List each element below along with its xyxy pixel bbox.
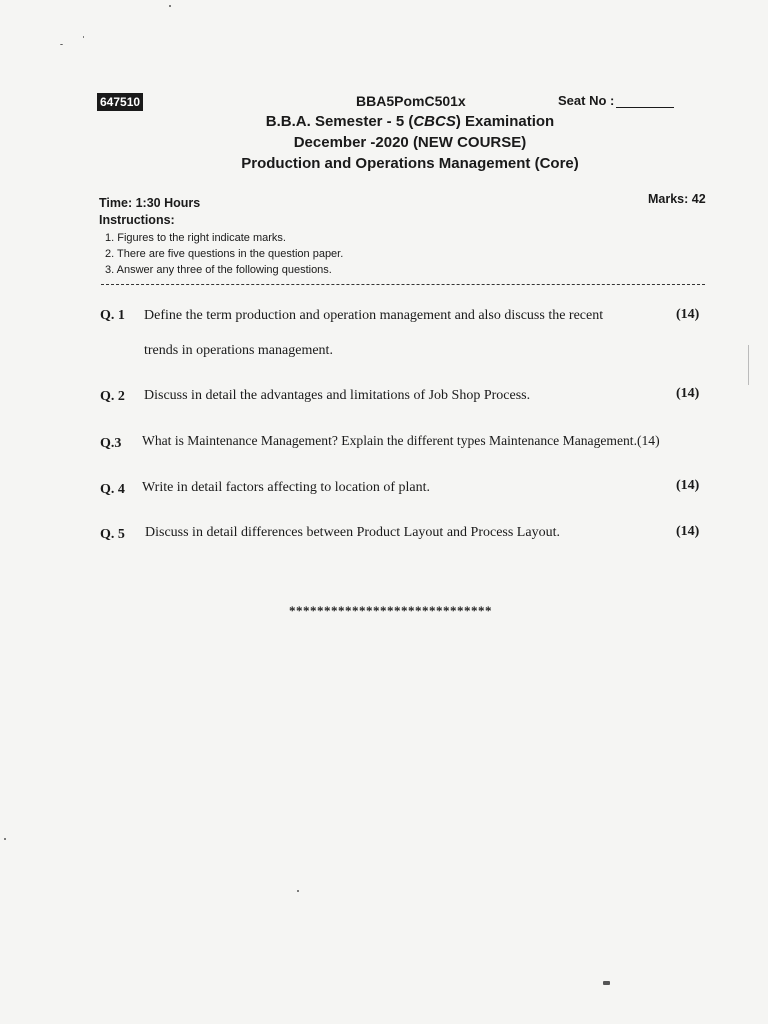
exam-title-scheme: CBCS	[413, 113, 456, 130]
question-number: Q. 2	[100, 389, 125, 404]
seat-number-field	[558, 93, 674, 108]
scan-speck	[169, 5, 171, 7]
exam-title-line	[0, 113, 768, 130]
scan-speck	[4, 838, 6, 840]
question-marks: (14)	[676, 478, 700, 493]
question-number: Q. 4	[100, 482, 125, 497]
instructions-list	[105, 230, 343, 278]
paper-code-badge: 647510	[97, 93, 143, 111]
exam-session: December -2020 (NEW COURSE)	[293, 134, 527, 151]
question-text: Discuss in detail the advantages and limitations of Job Shop Process.	[144, 388, 531, 403]
question-marks: (14)	[676, 386, 700, 401]
scan-speck	[603, 981, 610, 985]
exam-title-pre: B.B.A. Semester - 5 (	[265, 113, 414, 130]
scan-speck	[297, 890, 299, 892]
scan-speck	[60, 44, 63, 45]
question-number: Q.3	[100, 436, 122, 451]
end-of-paper-stars: *****************************	[289, 603, 492, 618]
question-marks: (14)	[676, 307, 700, 322]
question-text: What is Maintenance Management? Explain the different types Maintenance Management.(14)	[142, 433, 660, 448]
subject-title: Production and Operations Management (Core)	[241, 155, 579, 172]
question-text-continued: trends in operations management.	[144, 343, 333, 358]
question-text: Define the term production and operation management and also discuss the recent	[144, 308, 604, 323]
instruction-item: 3. Answer any three of the following questions.	[105, 264, 332, 276]
instruction-item: 1. Figures to the right indicate marks.	[105, 232, 286, 244]
exam-title-post: ) Examination	[455, 113, 555, 130]
seat-number-blank	[616, 95, 674, 108]
instructions-heading: Instructions:	[99, 213, 175, 227]
question-text: Write in detail factors affecting to location of plant.	[142, 480, 431, 495]
exam-duration: Time: 1:30 Hours	[99, 196, 201, 210]
scan-margin-mark	[748, 345, 749, 385]
question-text: Discuss in detail differences between Product Layout and Process Layout.	[145, 525, 560, 540]
question-number: Q. 1	[100, 308, 125, 323]
question-marks: (14)	[676, 524, 700, 539]
total-marks: Marks: 42	[648, 192, 706, 206]
separator-line	[101, 284, 705, 285]
seat-number-label: Seat No :	[558, 93, 615, 108]
course-code: BBA5PomC501x	[356, 93, 466, 109]
question-number: Q. 5	[100, 527, 125, 542]
scan-speck	[83, 36, 84, 38]
instruction-item: 2. There are five questions in the question paper.	[105, 248, 344, 260]
